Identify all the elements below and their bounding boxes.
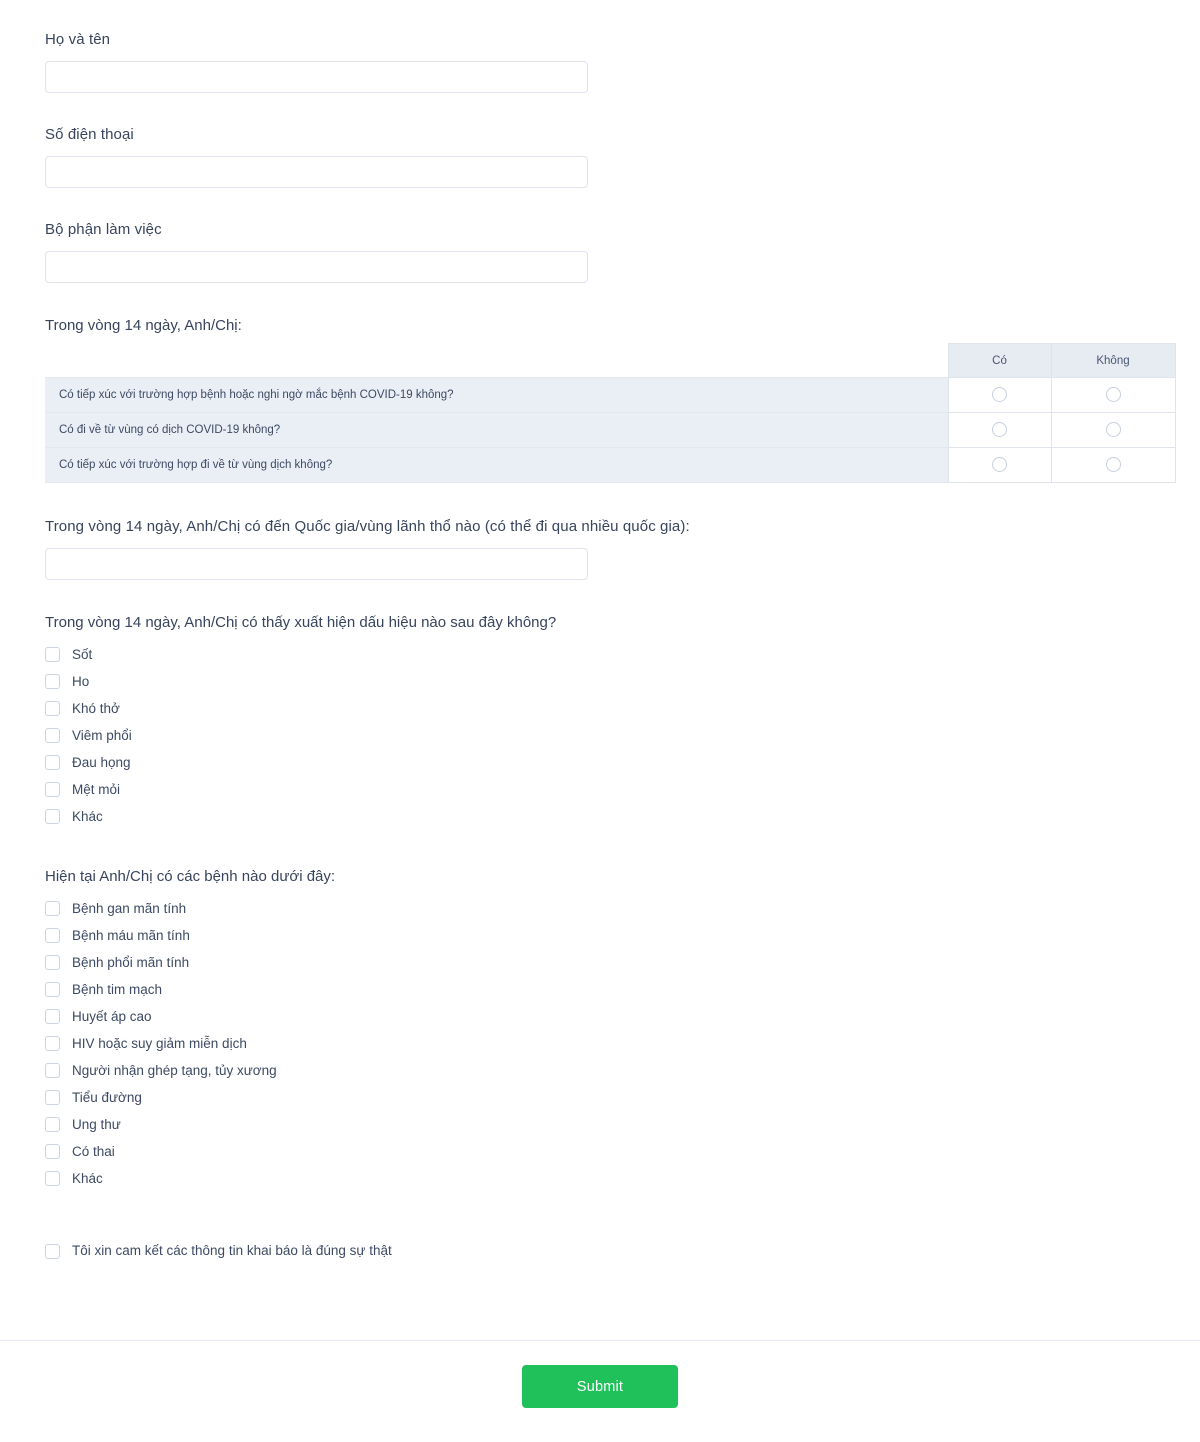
checkbox-consent[interactable] <box>45 1244 60 1259</box>
list-item[interactable] <box>45 895 1155 922</box>
list-item[interactable] <box>45 922 1155 949</box>
symptom-label-4: Đau họng <box>72 754 131 770</box>
table-row <box>45 448 1175 483</box>
field-full-name <box>45 30 1155 93</box>
list-item[interactable] <box>45 1057 1155 1084</box>
conditions-group <box>45 868 1155 1192</box>
condition-label-9: Có thai <box>72 1143 115 1159</box>
symptom-label-3: Viêm phổi <box>72 727 132 743</box>
table-row <box>45 378 1175 413</box>
field-countries-visited <box>45 517 1155 580</box>
field-label-department: Bộ phận làm việc <box>45 221 162 238</box>
list-item[interactable] <box>45 722 1155 749</box>
matrix-cell-1-no[interactable] <box>1051 378 1175 413</box>
condition-label-6: Người nhận ghép tạng, tủy xương <box>72 1062 277 1078</box>
checkbox-condition-1[interactable] <box>45 928 60 943</box>
matrix-question-3: Có tiếp xúc với trường hợp đi về từ vùng dịch không? <box>45 448 948 483</box>
full-name-input[interactable] <box>45 61 588 93</box>
condition-label-5: HIV hoặc suy giảm miễn dịch <box>72 1035 247 1051</box>
matrix-header-row <box>45 344 1175 378</box>
checkbox-condition-7[interactable] <box>45 1090 60 1105</box>
checkbox-condition-6[interactable] <box>45 1063 60 1078</box>
matrix-cell-1-yes[interactable] <box>948 378 1051 413</box>
condition-label-10: Khác <box>72 1170 103 1186</box>
checkbox-condition-8[interactable] <box>45 1117 60 1132</box>
checkbox-condition-9[interactable] <box>45 1144 60 1159</box>
list-item[interactable] <box>45 1165 1155 1192</box>
list-item[interactable] <box>45 749 1155 776</box>
checkbox-symptom-0[interactable] <box>45 647 60 662</box>
list-item[interactable] <box>45 1138 1155 1165</box>
symptom-label-2: Khó thở <box>72 700 120 716</box>
condition-label-3: Bệnh tim mạch <box>72 981 163 997</box>
checkbox-symptom-6[interactable] <box>45 809 60 824</box>
symptom-label-1: Ho <box>72 673 90 689</box>
list-item[interactable] <box>45 776 1155 803</box>
symptoms-group <box>45 614 1155 830</box>
field-phone-number <box>45 125 1155 188</box>
checkbox-condition-5[interactable] <box>45 1036 60 1051</box>
list-item[interactable] <box>45 1030 1155 1057</box>
list-item[interactable] <box>45 641 1155 668</box>
list-item[interactable] <box>45 695 1155 722</box>
countries-visited-input[interactable] <box>45 548 588 580</box>
condition-label-0: Bệnh gan mãn tính <box>72 900 187 916</box>
condition-label-7: Tiểu đường <box>72 1089 142 1105</box>
exposure-matrix-label: Trong vòng 14 ngày, Anh/Chị: <box>45 317 242 334</box>
list-item[interactable] <box>45 949 1155 976</box>
list-item[interactable] <box>45 668 1155 695</box>
radio-2-no[interactable] <box>1106 422 1121 437</box>
exposure-matrix-section <box>45 317 1155 483</box>
checkbox-symptom-5[interactable] <box>45 782 60 797</box>
radio-2-yes[interactable] <box>992 422 1007 437</box>
checkbox-condition-2[interactable] <box>45 955 60 970</box>
matrix-cell-2-no[interactable] <box>1051 413 1175 448</box>
field-department <box>45 220 1155 283</box>
list-item[interactable] <box>45 1084 1155 1111</box>
consent-row[interactable] <box>45 1239 1155 1263</box>
radio-1-no[interactable] <box>1106 387 1121 402</box>
matrix-header-blank <box>45 344 948 378</box>
list-item[interactable] <box>45 976 1155 1003</box>
symptom-label-0: Sốt <box>72 646 93 662</box>
matrix-question-1: Có tiếp xúc với trường hợp bệnh hoặc nghi ngờ mắc bệnh COVID-19 không? <box>45 378 948 413</box>
symptoms-group-label: Trong vòng 14 ngày, Anh/Chị có thấy xuất hiện dấu hiệu nào sau đây không? <box>45 614 557 631</box>
checkbox-condition-0[interactable] <box>45 901 60 916</box>
table-row <box>45 413 1175 448</box>
radio-1-yes[interactable] <box>992 387 1007 402</box>
matrix-cell-3-no[interactable] <box>1051 448 1175 483</box>
symptom-label-6: Khác <box>72 808 103 824</box>
matrix-header-no: Không <box>1051 344 1175 378</box>
list-item[interactable] <box>45 1003 1155 1030</box>
checkbox-symptom-1[interactable] <box>45 674 60 689</box>
checkbox-symptom-2[interactable] <box>45 701 60 716</box>
checkbox-symptom-4[interactable] <box>45 755 60 770</box>
consent-label: Tôi xin cam kết các thông tin khai báo là đúng sự thật <box>72 1243 392 1258</box>
condition-label-1: Bệnh máu mãn tính <box>72 927 190 943</box>
matrix-cell-2-yes[interactable] <box>948 413 1051 448</box>
submit-area <box>0 1365 1200 1408</box>
phone-number-input[interactable] <box>45 156 588 188</box>
checkbox-condition-3[interactable] <box>45 982 60 997</box>
department-input[interactable] <box>45 251 588 283</box>
submit-button[interactable]: Submit <box>522 1365 678 1408</box>
radio-3-no[interactable] <box>1106 457 1121 472</box>
field-label-full-name: Họ và tên <box>45 31 111 48</box>
condition-label-2: Bệnh phổi mãn tính <box>72 954 190 970</box>
condition-label-8: Ung thư <box>72 1116 121 1132</box>
field-label-phone-number: Số điện thoại <box>45 126 134 143</box>
list-item[interactable] <box>45 803 1155 830</box>
matrix-header-yes: Có <box>948 344 1051 378</box>
field-label-countries-visited: Trong vòng 14 ngày, Anh/Chị có đến Quốc gia/vùng lãnh thổ nào (có thể đi qua nhiều quốc gia): <box>45 518 690 535</box>
symptom-label-5: Mệt mỏi <box>72 781 121 797</box>
matrix-cell-3-yes[interactable] <box>948 448 1051 483</box>
matrix-question-2: Có đi về từ vùng có dịch COVID-19 không? <box>45 413 948 448</box>
conditions-group-label: Hiện tại Anh/Chị có các bệnh nào dưới đây: <box>45 868 336 885</box>
checkbox-symptom-3[interactable] <box>45 728 60 743</box>
radio-3-yes[interactable] <box>992 457 1007 472</box>
footer-divider <box>0 1340 1200 1341</box>
checkbox-condition-4[interactable] <box>45 1009 60 1024</box>
checkbox-condition-10[interactable] <box>45 1171 60 1186</box>
exposure-matrix-table <box>45 343 1176 483</box>
condition-label-4: Huyết áp cao <box>72 1008 152 1024</box>
list-item[interactable] <box>45 1111 1155 1138</box>
